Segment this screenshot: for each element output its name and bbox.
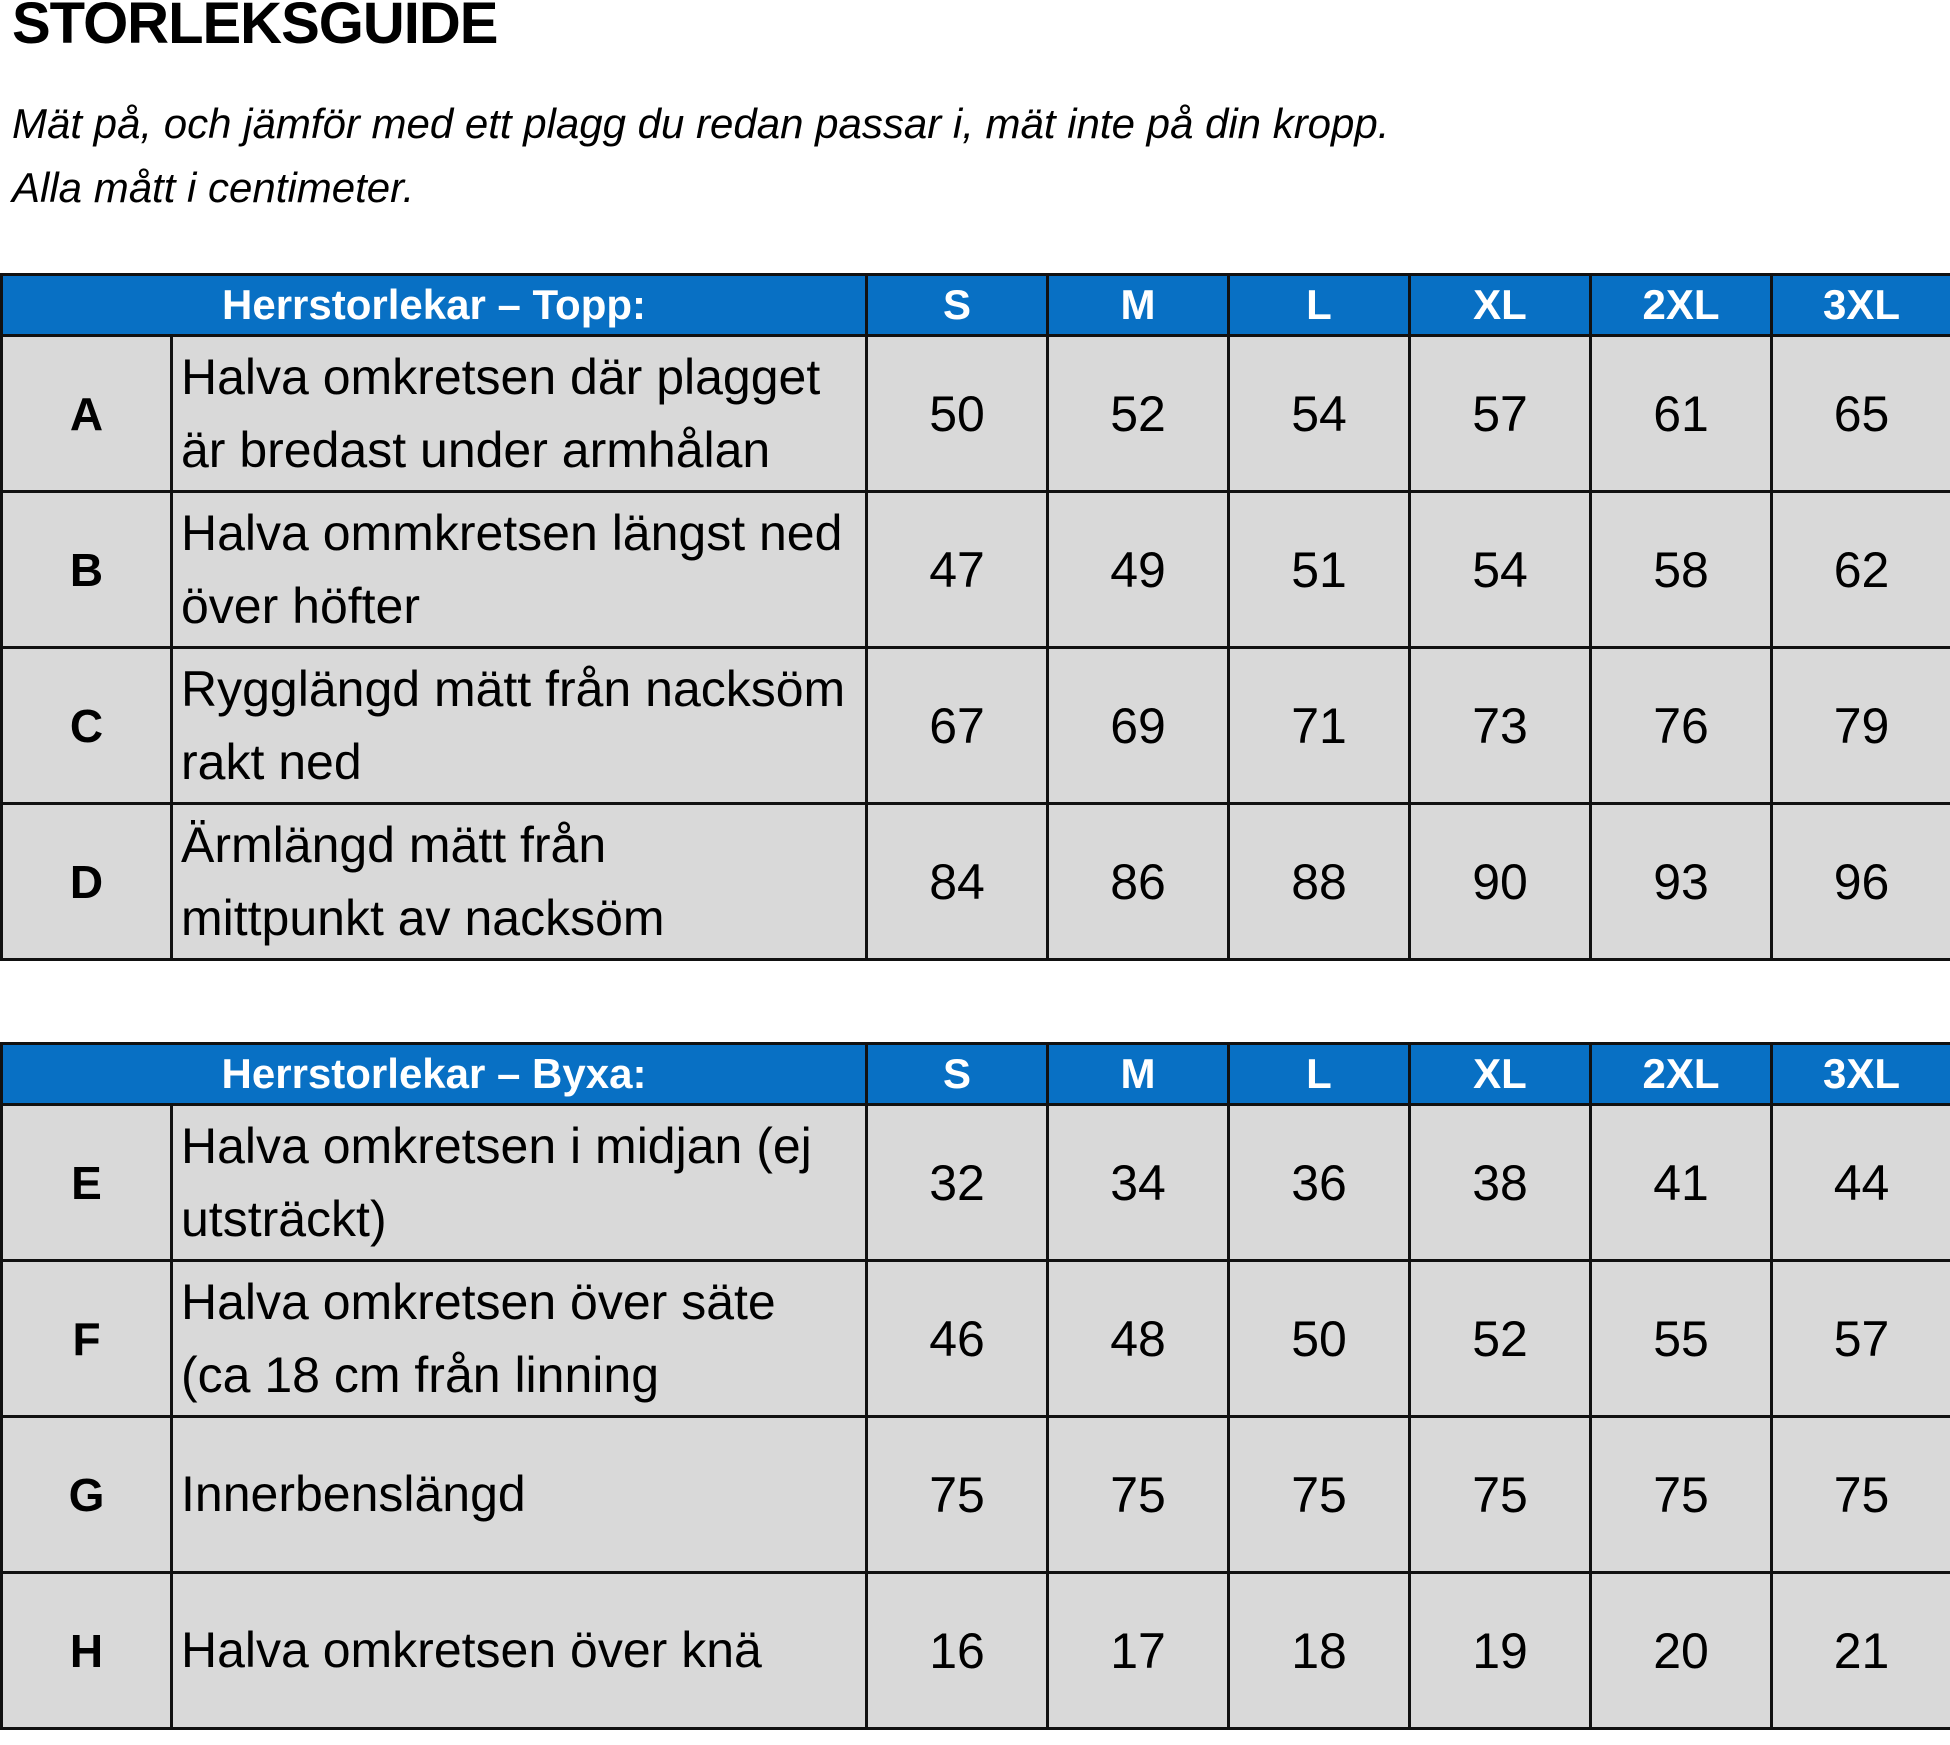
table-header-label: Herrstorlekar – Topp:	[2, 275, 867, 336]
measurement-value: 41	[1591, 1105, 1772, 1261]
measurement-value: 49	[1048, 492, 1229, 648]
table-row	[2, 1417, 1950, 1573]
measurement-value: 21	[1772, 1573, 1950, 1729]
measurement-letter: C	[2, 648, 172, 804]
measurement-value: 93	[1591, 804, 1772, 960]
size-column-header: S	[867, 275, 1048, 336]
measurement-value: 38	[1410, 1105, 1591, 1261]
size-column-header: 3XL	[1772, 275, 1950, 336]
measurement-value: 75	[867, 1417, 1048, 1573]
measurement-value: 54	[1229, 336, 1410, 492]
measurement-letter: H	[2, 1573, 172, 1729]
size-column-header: 2XL	[1591, 1044, 1772, 1105]
size-column-header: M	[1048, 275, 1229, 336]
table-header-label: Herrstorlekar – Byxa:	[2, 1044, 867, 1105]
table-row	[2, 1573, 1950, 1729]
measurement-value: 32	[867, 1105, 1048, 1261]
subtitle-line: Alla mått i centimeter.	[12, 164, 415, 211]
description-line: Rygglängd mätt från nacksöm	[181, 660, 846, 717]
measurement-value: 20	[1591, 1573, 1772, 1729]
size-table-bottom	[0, 1042, 1950, 1730]
measurement-value: 50	[1229, 1261, 1410, 1417]
measurement-letter: D	[2, 804, 172, 960]
measurement-value: 17	[1048, 1573, 1229, 1729]
size-column-header: 3XL	[1772, 1044, 1950, 1105]
description-line: över höfter	[181, 577, 421, 634]
size-column-header: XL	[1410, 1044, 1591, 1105]
measurement-description	[172, 1261, 867, 1417]
measurement-letter: E	[2, 1105, 172, 1261]
description-line: mittpunkt av nacksöm	[181, 889, 665, 946]
measurement-value: 75	[1229, 1417, 1410, 1573]
table-row	[2, 1261, 1950, 1417]
measurement-value: 52	[1410, 1261, 1591, 1417]
measurement-value: 47	[867, 492, 1048, 648]
measurement-value: 48	[1048, 1261, 1229, 1417]
measurement-value: 65	[1772, 336, 1950, 492]
size-column-header: 2XL	[1591, 275, 1772, 336]
description-line: Halva omkretsen över säte	[181, 1273, 776, 1330]
table-header-row	[2, 275, 1950, 336]
measurement-value: 71	[1229, 648, 1410, 804]
description-line: Halva omkretsen där plagget	[181, 348, 821, 405]
measurement-value: 79	[1772, 648, 1950, 804]
description-line: rakt ned	[181, 733, 362, 790]
measurement-value: 84	[867, 804, 1048, 960]
measurement-value: 67	[867, 648, 1048, 804]
table-row	[2, 648, 1950, 804]
measurement-value: 57	[1410, 336, 1591, 492]
measurement-value: 58	[1591, 492, 1772, 648]
measurement-value: 50	[867, 336, 1048, 492]
subtitle-line: Mät på, och jämför med ett plagg du redan passar i, mät inte på din kropp.	[12, 100, 1390, 147]
measurement-description	[172, 1417, 867, 1573]
measurement-value: 76	[1591, 648, 1772, 804]
description-line: Ärmlängd mätt från	[181, 816, 607, 873]
measurement-value: 90	[1410, 804, 1591, 960]
measurement-value: 86	[1048, 804, 1229, 960]
table-row	[2, 336, 1950, 492]
description-line: (ca 18 cm från linning	[181, 1346, 660, 1403]
measurement-value: 62	[1772, 492, 1950, 648]
measurement-value: 96	[1772, 804, 1950, 960]
measurement-value: 46	[867, 1261, 1048, 1417]
size-column-header: L	[1229, 1044, 1410, 1105]
measurement-letter: B	[2, 492, 172, 648]
measurement-value: 88	[1229, 804, 1410, 960]
measurement-value: 54	[1410, 492, 1591, 648]
measurement-letter: A	[2, 336, 172, 492]
size-column-header: XL	[1410, 275, 1591, 336]
page-title: STORLEKSGUIDE	[12, 0, 498, 56]
measurement-value: 52	[1048, 336, 1229, 492]
measurement-value: 75	[1772, 1417, 1950, 1573]
description-line: Halva ommkretsen längst ned	[181, 504, 843, 561]
measurement-value: 36	[1229, 1105, 1410, 1261]
size-column-header: S	[867, 1044, 1048, 1105]
measurement-value: 34	[1048, 1105, 1229, 1261]
table-row	[2, 804, 1950, 960]
measurement-value: 18	[1229, 1573, 1410, 1729]
measurement-description	[172, 1105, 867, 1261]
measurement-value: 55	[1591, 1261, 1772, 1417]
measurement-value: 73	[1410, 648, 1591, 804]
table-row	[2, 492, 1950, 648]
description-line: utsträckt)	[181, 1190, 387, 1247]
measurement-description	[172, 492, 867, 648]
measurement-value: 61	[1591, 336, 1772, 492]
description-line: är bredast under armhålan	[181, 421, 771, 478]
table-header-row	[2, 1044, 1950, 1105]
measurement-value: 75	[1048, 1417, 1229, 1573]
measurement-value: 69	[1048, 648, 1229, 804]
measurement-letter: F	[2, 1261, 172, 1417]
description-line: Halva omkretsen över knä	[181, 1622, 762, 1678]
measurement-description	[172, 804, 867, 960]
measurement-value: 75	[1410, 1417, 1591, 1573]
measurement-value: 16	[867, 1573, 1048, 1729]
description-line: Halva omkretsen i midjan (ej	[181, 1117, 812, 1174]
measurement-value: 75	[1591, 1417, 1772, 1573]
size-column-header: M	[1048, 1044, 1229, 1105]
measurement-value: 57	[1772, 1261, 1950, 1417]
measurement-description	[172, 336, 867, 492]
measurement-value: 44	[1772, 1105, 1950, 1261]
size-table-top	[0, 273, 1950, 961]
measurement-letter: G	[2, 1417, 172, 1573]
measurement-description	[172, 648, 867, 804]
measurement-description	[172, 1573, 867, 1729]
measurement-value: 51	[1229, 492, 1410, 648]
size-column-header: L	[1229, 275, 1410, 336]
measurement-value: 19	[1410, 1573, 1591, 1729]
table-row	[2, 1105, 1950, 1261]
description-line: Innerbenslängd	[181, 1466, 526, 1522]
